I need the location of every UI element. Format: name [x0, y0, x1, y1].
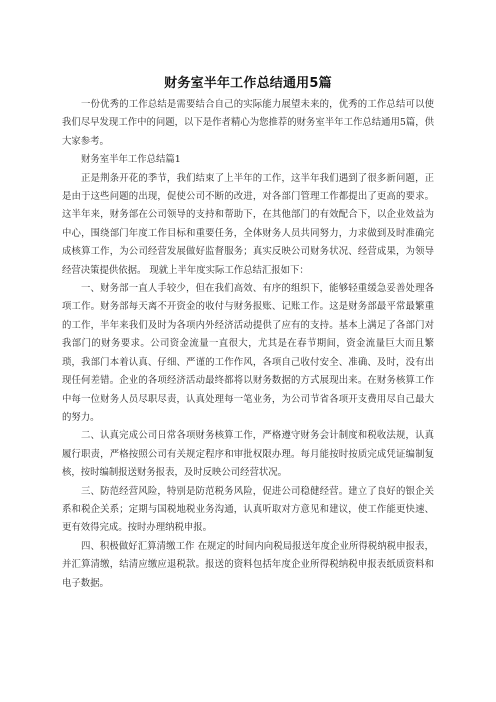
intro-paragraph: 一份优秀的工作总结是需要结合自己的实际能力展望未来的，优秀的工作总结可以使我们尽早发现工作中的问题，以下是作者精心为您推荐的财务室半年工作总结通用5篇，供大家参考。	[62, 99, 434, 147]
document-body	[62, 96, 434, 593]
body-paragraph: 三、防范经营风险，特别是防范税务风险，促进公司稳健经营。建立了良好的银企关系和税企关系；定期与国税地税业务沟通，认真听取对方意见和建议，使工作能更快速、更有效得完成。按时办理纳税申报。	[62, 485, 434, 534]
section-heading: 财务室半年工作总结篇1	[81, 154, 181, 166]
body-paragraph: 四、积极做好汇算清缴工作 在规定的时间内向税局报送年度企业所得税纳税申报表，并汇算清缴，结清应缴应退税款。报送的资料包括年度企业所得税纳税申报表纸质资料和电子数据。	[62, 540, 434, 589]
body-paragraph: 二、认真完成公司日常各项财务核算工作，严格遵守财务会计制度和税收法规，认真履行职责，严格按照公司有关规定程序和审批权限办理。每月能按时按质完成凭证编制复核，按时编制报送财务报表，及时反映公司经营状况。	[62, 430, 434, 479]
document-title: 财务室半年工作总结通用5篇	[164, 76, 332, 91]
body-paragraph: 一、财务部一直人手较少，但在我们高效、有序的组织下，能够轻重缓急妥善处理各项工作。财务部每天离不开资金的收付与财务报账、记账工作。这是财务部最平常最繁重的工作，半年来我们及时为各项内外经济活动提供了应有的支持。基本上满足了各部门对我部门的财务要求。公司资金流量一直很大，尤其是在春节期间，资金流量巨大而且繁琐，我部门本着认真、仔细、严谨的工作作风，各项自己收付安全、准确、及时，没有出现任何差错。企业的各项经济活动最终都将以财务数据的方式展现出来。在财务核算工作中每一位财务人员尽职尽责，认真处理每一笔业务，为公司节省各项开支费用尽自己最大的努力。	[62, 283, 434, 423]
body-paragraph: 正是荆条开花的季节，我们结束了上半年的工作，这半年我们遇到了很多新问题，正是由于这些问题的出现，促使公司不断的改进，对各部门管理工作都提出了更高的要求。这半年来，财务部在公司领导的支持和帮助下，在其他部门的有效配合下，以企业效益为中心，围绕部门年度工作目标和重要任务，全体财务人员共同努力，力求做到及时准确完成核算工作，为公司经营发展做好监督服务；真实反映公司财务状况、经营成果，为领导经营决策提供依据。 现就上半年度实际工作总结汇报如下：	[62, 172, 434, 276]
